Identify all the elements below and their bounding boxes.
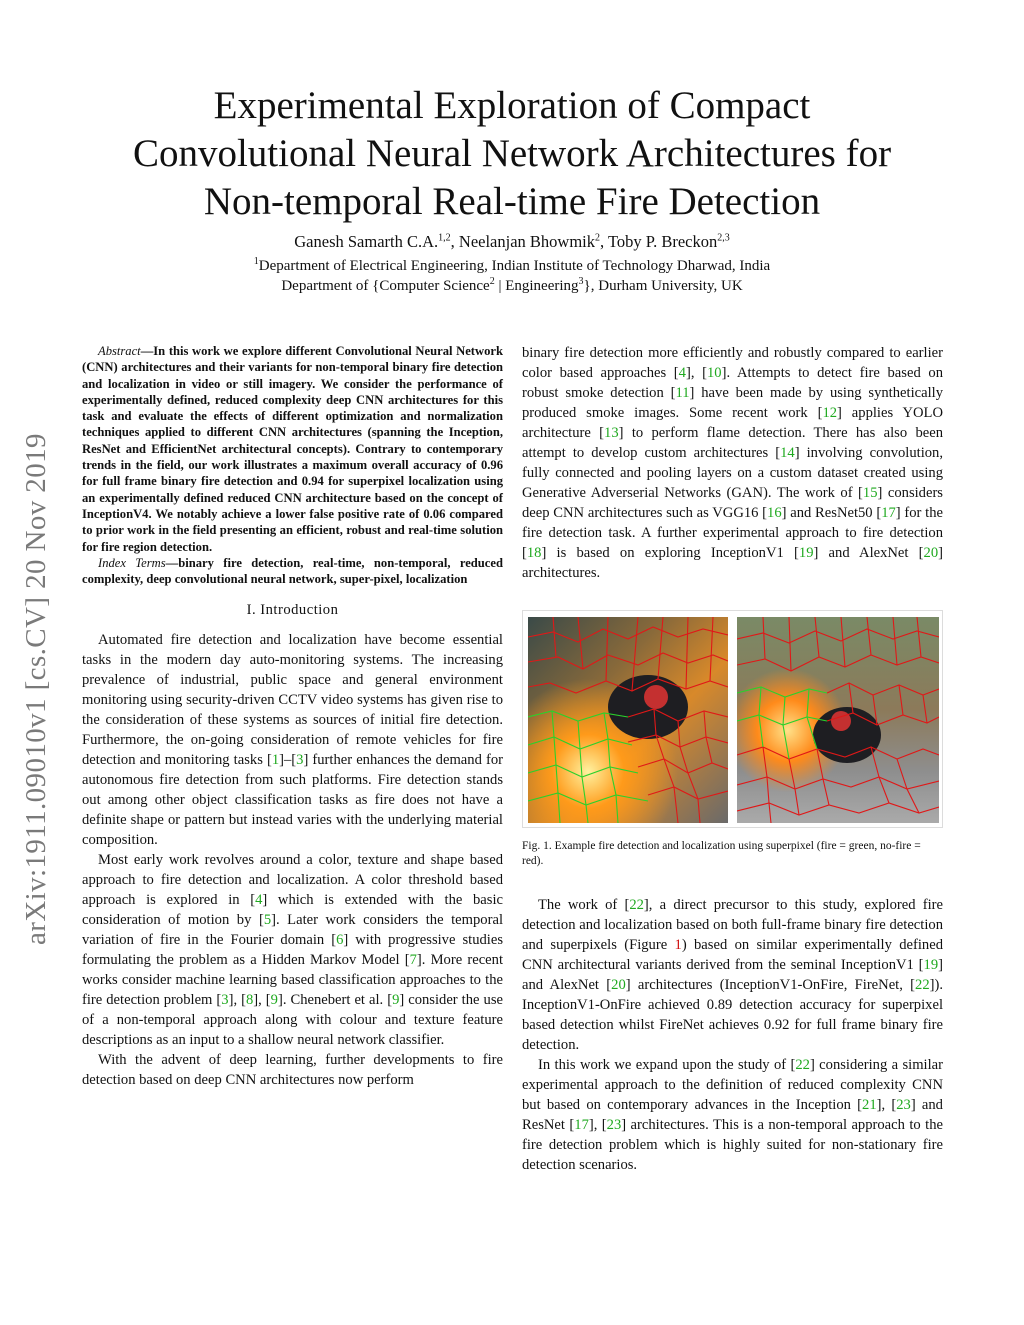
- right-column: [522, 343, 943, 1175]
- author-name: Toby P. Breckon: [607, 232, 718, 251]
- abstract-label: Abstract: [98, 344, 141, 358]
- citation-link[interactable]: 18: [526, 545, 542, 561]
- paragraph: Automated fire detection and localization have become essential tasks in the modern day auto-monitoring systems. The increasing prevalence of industrial, public space and general environment monitoring using security-driven CCTV video systems has given rise to the consideration of these systems as sources of initial fire detection. Furthermore, the on-going consideration of remote vehicles for fire detection and monitoring tasks [1]–[3] further enhances the demand for autonomous fire detection from such platforms. Fire detection stands out among other object classification tasks as fire does not have a definite shape or pattern but instead varies with the underlying material composition.: [82, 632, 503, 849]
- citation-link[interactable]: 9: [270, 992, 278, 1009]
- citation-link[interactable]: 20: [611, 977, 626, 993]
- citation-link[interactable]: 19: [923, 957, 939, 973]
- abstract-text: —In this work we explore different Convolutional Neural Network (CNN) architectures and their variants for non-temporal binary fire detection and localization in video or still imagery. We consider the performance of experimentally defined, reduced complexity deep CNN architectures for this task and evaluate the effects of different optimization and normalization techniques applied to different CNN architectures (spanning the Inception, ResNet and EfficientNet architectural concepts). Contrary to contemporary trends in the field, our work illustrates a maximum overall accuracy of 0.96 for full frame binary fire detection and 0.94 for superpixel localization using an experimentally defined reduced CNN architecture based on the concept of InceptionV4. We notably achieve a lower false positive rate of 0.06 compared to prior work in the field presenting an efficient, robust and real-time solution for fire region detection.: [82, 344, 503, 554]
- affil-text: }, Durham University, UK: [583, 278, 743, 294]
- title-line-2: Convolutional Neural Network Architectures for: [132, 132, 892, 175]
- abstract: [82, 343, 503, 555]
- citation-link[interactable]: 3: [296, 752, 304, 769]
- citation-link[interactable]: 6: [336, 932, 344, 949]
- affil-mark: 2: [489, 276, 495, 287]
- citation-link[interactable]: 14: [780, 445, 795, 461]
- index-terms-label: Index Terms: [98, 555, 166, 570]
- citation-link[interactable]: 11: [675, 385, 690, 401]
- author-affil-mark: 2: [595, 232, 600, 244]
- citation-link[interactable]: 13: [604, 425, 619, 441]
- citation-link[interactable]: 19: [798, 545, 814, 561]
- author-affil-mark: 1,2: [438, 232, 451, 244]
- citation-link[interactable]: 3: [221, 992, 229, 1009]
- affil-text: | Engineering: [494, 278, 579, 294]
- citation-link[interactable]: 22: [915, 977, 930, 993]
- figure-link[interactable]: 1: [674, 937, 682, 953]
- superpixel-image-left: [528, 617, 728, 823]
- citation-link[interactable]: 20: [923, 545, 939, 561]
- citation-link[interactable]: 9: [392, 992, 400, 1009]
- author-name: Neelanjan Bhowmik: [458, 232, 595, 251]
- arxiv-identifier: arXiv:1911.09010v1 [cs.CV] 20 Nov 2019: [20, 433, 52, 945]
- figure-caption: Fig. 1. Example fire detection and localization using superpixel (fire = green, no-fire = red).: [522, 840, 921, 867]
- paragraph: In this work we expand upon the study of [22] considering a similar experimental approach to the definition of reduced complexity CNN but based on contemporary advances in the Inception [21], [23] and ResNet [17], [23] architectures. This is a non-temporal approach to the fire detection problem which is highly suited for non-stationary fire detection scenarios.: [522, 1057, 944, 1173]
- citation-link[interactable]: 22: [629, 897, 644, 913]
- title-line-3: Non-temporal Real-time Fire Detection: [203, 180, 821, 223]
- author-affil-mark: 2,3: [717, 232, 730, 244]
- citation-link[interactable]: 23: [606, 1117, 622, 1133]
- affiliation-1: [80, 257, 944, 276]
- citation-link[interactable]: 8: [245, 992, 254, 1009]
- left-column: [82, 343, 503, 1090]
- affil-text: Department of {Computer Science: [281, 278, 490, 294]
- citation-link[interactable]: 23: [896, 1097, 911, 1113]
- paragraph: Most early work revolves around a color, texture and shape based approach to fire detection and localization. A color threshold based approach is explored in [4] which is extended with the basic consideration of motion by [5]. Later work considers the temporal variation of fire in the Fourier domain [6] with progressive studies formulating the problem as a Hidden Markov Model [7]. More recent works consider machine learning based classification approaches to the fire detection problem [3], [8], [9]. Chenebert et al. [9] consider the use of a non-temporal approach along with colour and texture feature descriptions as an input to a shallow neural network classifier.: [82, 852, 503, 1049]
- affiliation-2: [80, 277, 944, 296]
- superpixel-image-right: [737, 617, 939, 823]
- citation-link[interactable]: 17: [574, 1117, 589, 1133]
- affil-mark: 1: [253, 256, 259, 267]
- citation-link[interactable]: 15: [862, 485, 878, 501]
- paragraph: binary fire detection more efficiently and robustly compared to earlier color based approaches [4], [10]. Attempts to detect fire based on robust smoke detection [11] have been made by using synthetically produced smoke images. Some recent work [12] applies YOLO architecture [13] to perform flame detection. There has also been attempt to develop custom architectures [14] involving convolution, fully connected and pooling layers on a custom dataset created using Generative Adverserial Networks (GAN). The work of [15] considers deep CNN architectures such as VGG16 [16] and ResNet50 [17] for the fire detection task. A further experimental approach to fire detection [18] is based on exploring InceptionV1 [19] and AlexNet [20] architectures.: [522, 345, 944, 581]
- index-terms-text: —binary fire detection, real-time, non-temporal, reduced complexity, deep convolutional neural network, super-pixel, localization: [82, 555, 503, 587]
- citation-link[interactable]: 4: [678, 365, 686, 381]
- citation-link[interactable]: 22: [795, 1057, 810, 1073]
- citation-link[interactable]: 7: [409, 952, 417, 969]
- author-name: Ganesh Samarth C.A.: [294, 232, 439, 251]
- citation-link[interactable]: 1: [271, 752, 280, 769]
- affil-text: Department of Electrical Engineering, Indian Institute of Technology Dharwad, India: [258, 258, 771, 274]
- index-terms: [82, 555, 503, 588]
- citation-link[interactable]: 12: [822, 405, 838, 421]
- citation-link[interactable]: 17: [881, 505, 896, 521]
- paragraph: With the advent of deep learning, further developments to fire detection based on deep CNN architectures now perform: [82, 1052, 503, 1089]
- citation-link[interactable]: 5: [263, 912, 272, 929]
- paragraph: The work of [22], a direct precursor to this study, explored fire detection and localization based on both full-frame binary fire detection and superpixels (Figure 1) based on similar experimentally defined CNN architectural variants derived from the seminal InceptionV1 [19] and AlexNet [20] architectures (InceptionV1-OnFire, FireNet, [22]). InceptionV1-OnFire achieved 0.89 detection accuracy for superpixel based detection whilst FireNet achieves 0.92 for full frame binary fire detection.: [522, 897, 943, 1053]
- title-line-1: Experimental Exploration of Compact: [213, 84, 811, 127]
- figure-1: [522, 610, 943, 828]
- citation-link[interactable]: 4: [255, 892, 263, 909]
- citation-link[interactable]: 21: [862, 1097, 877, 1113]
- citation-link[interactable]: 16: [767, 505, 782, 521]
- section-heading: I. Introduction: [246, 602, 339, 619]
- author-list: Ganesh Samarth C.A.$^{1,2}$, Neelanjan Bhowmik$^2$, Toby P. Breckon$^{2,3}$: [294, 232, 730, 251]
- paper-title: [80, 82, 944, 226]
- affil-mark: 3: [578, 276, 584, 287]
- citation-link[interactable]: 10: [707, 365, 722, 381]
